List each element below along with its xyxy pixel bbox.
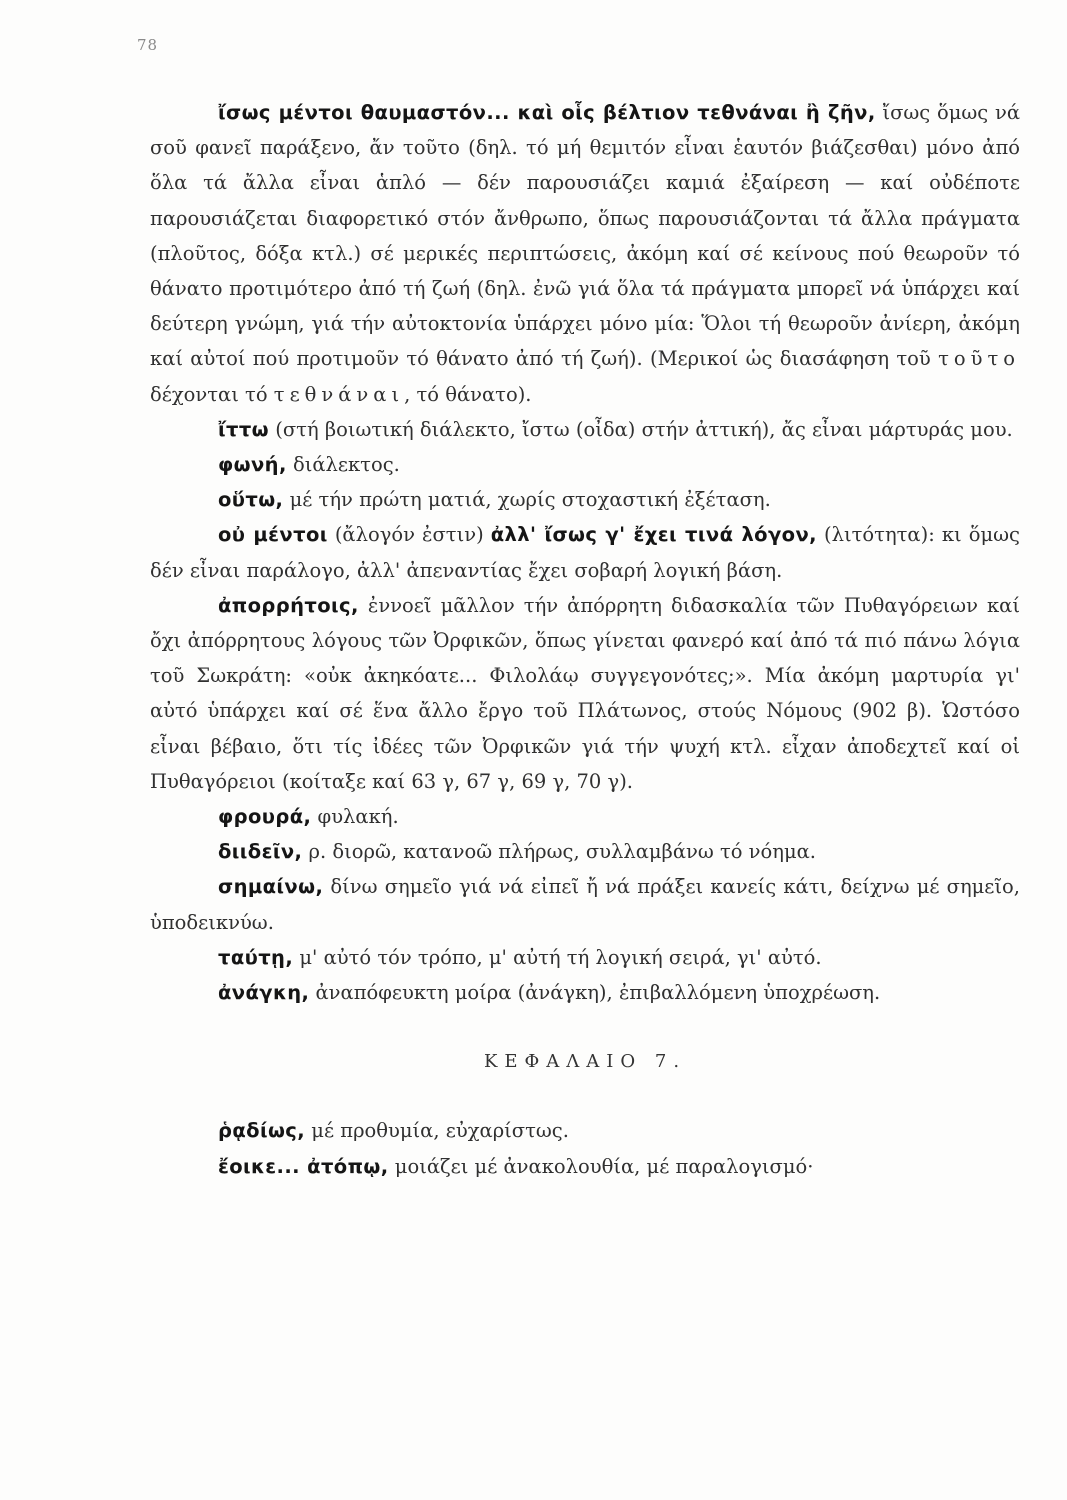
lemma: ἀνάγκη, <box>218 981 310 1005</box>
gloss: μοιάζει μέ ἀνακολουθία, μέ παραλογισμό· <box>388 1154 814 1178</box>
entry-eoike <box>150 1149 1020 1184</box>
gloss-spaced-term: τεθνάναι <box>273 382 405 406</box>
entry-phoni <box>150 447 1020 482</box>
lemma: ταύτῃ, <box>218 945 294 969</box>
gloss: φυλακή. <box>311 805 399 829</box>
commentary-text <box>150 95 1020 1184</box>
page-number: 78 <box>137 36 159 54</box>
lemma: ἴττω <box>218 417 270 441</box>
gloss: μ' αὐτό τόν τρόπο, μ' αὐτή τή λογική σειρά, γι' αὐτό. <box>293 945 822 969</box>
entry-houto <box>150 482 1020 517</box>
gloss-spaced-term: τοῦτο <box>938 347 1020 371</box>
lemma: ῥᾳδίως, <box>218 1119 306 1143</box>
lemma: σημαίνω, <box>218 875 324 899</box>
lemma: ἀπορρήτοις, <box>218 593 359 617</box>
gloss: μέ τήν πρώτη ματιά, χωρίς στοχαστική ἐξέταση. <box>283 488 771 512</box>
entry-ou-mentoi <box>150 517 1020 587</box>
lemma: διιδεῖν, <box>218 840 303 864</box>
gloss: ρ. διορῶ, κατανοῶ πλήρως, συλλαμβάνω τό νόημα. <box>302 840 816 864</box>
entry-isos-mentoi <box>150 95 1020 412</box>
lemma: οὐ μέντοι <box>218 523 328 547</box>
gloss: (ἄλογόν ἐστιν) <box>327 523 491 547</box>
gloss: (στή βοιωτική διάλεκτο, ἴστω (οἶδα) στήν ἀττική), ἄς εἶναι μάρτυράς μου. <box>269 417 1013 441</box>
gloss: ἀναπόφευκτη μοίρα (ἀνάγκη), ἐπιβαλλόμενη ὑποχρέωση. <box>309 981 881 1005</box>
lemma: φρουρά, <box>218 805 312 829</box>
gloss: (λιτότητα): κι ὅμως δέν εἶναι παράλογο, ἀλλ' ἀπεναντίας ἔχει σοβαρή λογική βάση. <box>150 523 1020 582</box>
lemma: οὕτω, <box>218 488 284 512</box>
chapter-heading: ΚΕΦΑΛΑΙΟ 7. <box>483 1051 687 1073</box>
lemma: ἴσως μέντοι θαυμαστόν... καὶ οἷς βέλτιον τεθνάναι ἢ ζῆν, <box>218 101 876 124</box>
entry-itto <box>150 412 1020 447</box>
gloss: δίνω σημεῖο γιά νά εἰπεῖ ἤ νά πράξει κανείς κάτι, δείχνω μέ σημεῖο, ὑποδεικνύω. <box>150 875 1020 934</box>
lemma: φωνή, <box>218 453 287 477</box>
entry-froura <box>150 799 1020 834</box>
entry-anagki <box>150 975 1020 1010</box>
entry-radios <box>150 1113 1020 1148</box>
gloss: μέ προθυμία, εὐχαρίστως. <box>305 1119 569 1143</box>
gloss: ἐννοεῖ μᾶλλον τήν ἀπόρρητη διδασκαλία τῶν Πυθαγόρειων καί ὄχι ἀπόρρητους λόγους τῶν Ὀρφικῶν, ὅπως γίνεται φανερό καί ἀπό τά πιό πάνω λόγια τοῦ Σωκράτη: «οὐκ ἀκηκόατε... Φιλολάῳ συγγεγονότες;». Μία ἀκόμη μαρτυρία γι' αὐτό ὑπάρχει καί σέ ἕνα ἄλλο ἔργο τοῦ Πλάτωνος, στούς Νόμους (902 β). Ὡστόσο εἶναι βέβαιο, ὅτι τίς ἰδέες τῶν Ὀρφικῶν γιά τήν ψυχή κτλ. εἶχαν ἀποδεχτεῖ καί οἱ Πυθαγόρειοι (κοίταξε καί 63 γ, 67 γ, 69 γ, 70 γ). <box>150 593 1020 793</box>
gloss: δέχονται τό <box>150 382 274 406</box>
entry-aporritois <box>150 588 1020 799</box>
entry-diidein <box>150 834 1020 869</box>
gloss: , τό θάνατο). <box>404 382 532 406</box>
lemma: ἔοικε... ἀτόπῳ, <box>218 1154 389 1178</box>
lemma-secondary: ἀλλ' ἴσως γ' ἔχει τινά λόγον, <box>490 523 817 547</box>
entry-tauti <box>150 940 1020 975</box>
gloss: ἴσως ὅμως νά σοῦ φανεῖ παράξενο, ἄν τοῦτο (δηλ. τό μή θεμιτόν εἶναι ἑαυτόν βιάζεσθαι) μόνο ἀπό ὅλα τά ἄλλα εἶναι ἁπλό — δέν παρουσιάζει καμιά ἐξαίρεση — καί οὐδέποτε παρουσιάζεται διαφορετικό στόν ἄνθρωπο, ὅπως παρουσιάζονται τά ἄλλα πράγματα (πλοῦτος, δόξα κτλ.) σέ μερικές περιπτώσεις, ἀκόμη καί σέ κείνους πού θεωροῦν τό θάνατο προτιμότερο ἀπό τή ζωή (δηλ. ἐνῶ γιά ὅλα τά πράγματα μπορεῖ νά ὑπάρχει καί δεύτερη γνώμη, γιά τήν αὐτοκτονία ὑπάρχει μόνο μία: Ὅλοι τή θεωροῦν ἀνίερη, ἀκόμη καί αὐτοί πού προτιμοῦν τό θάνατο ἀπό τή ζωή). (Μερικοί ὡς διασάφηση τοῦ <box>150 101 1021 371</box>
entry-simaino <box>150 869 1020 939</box>
gloss: διάλεκτος. <box>286 453 400 477</box>
